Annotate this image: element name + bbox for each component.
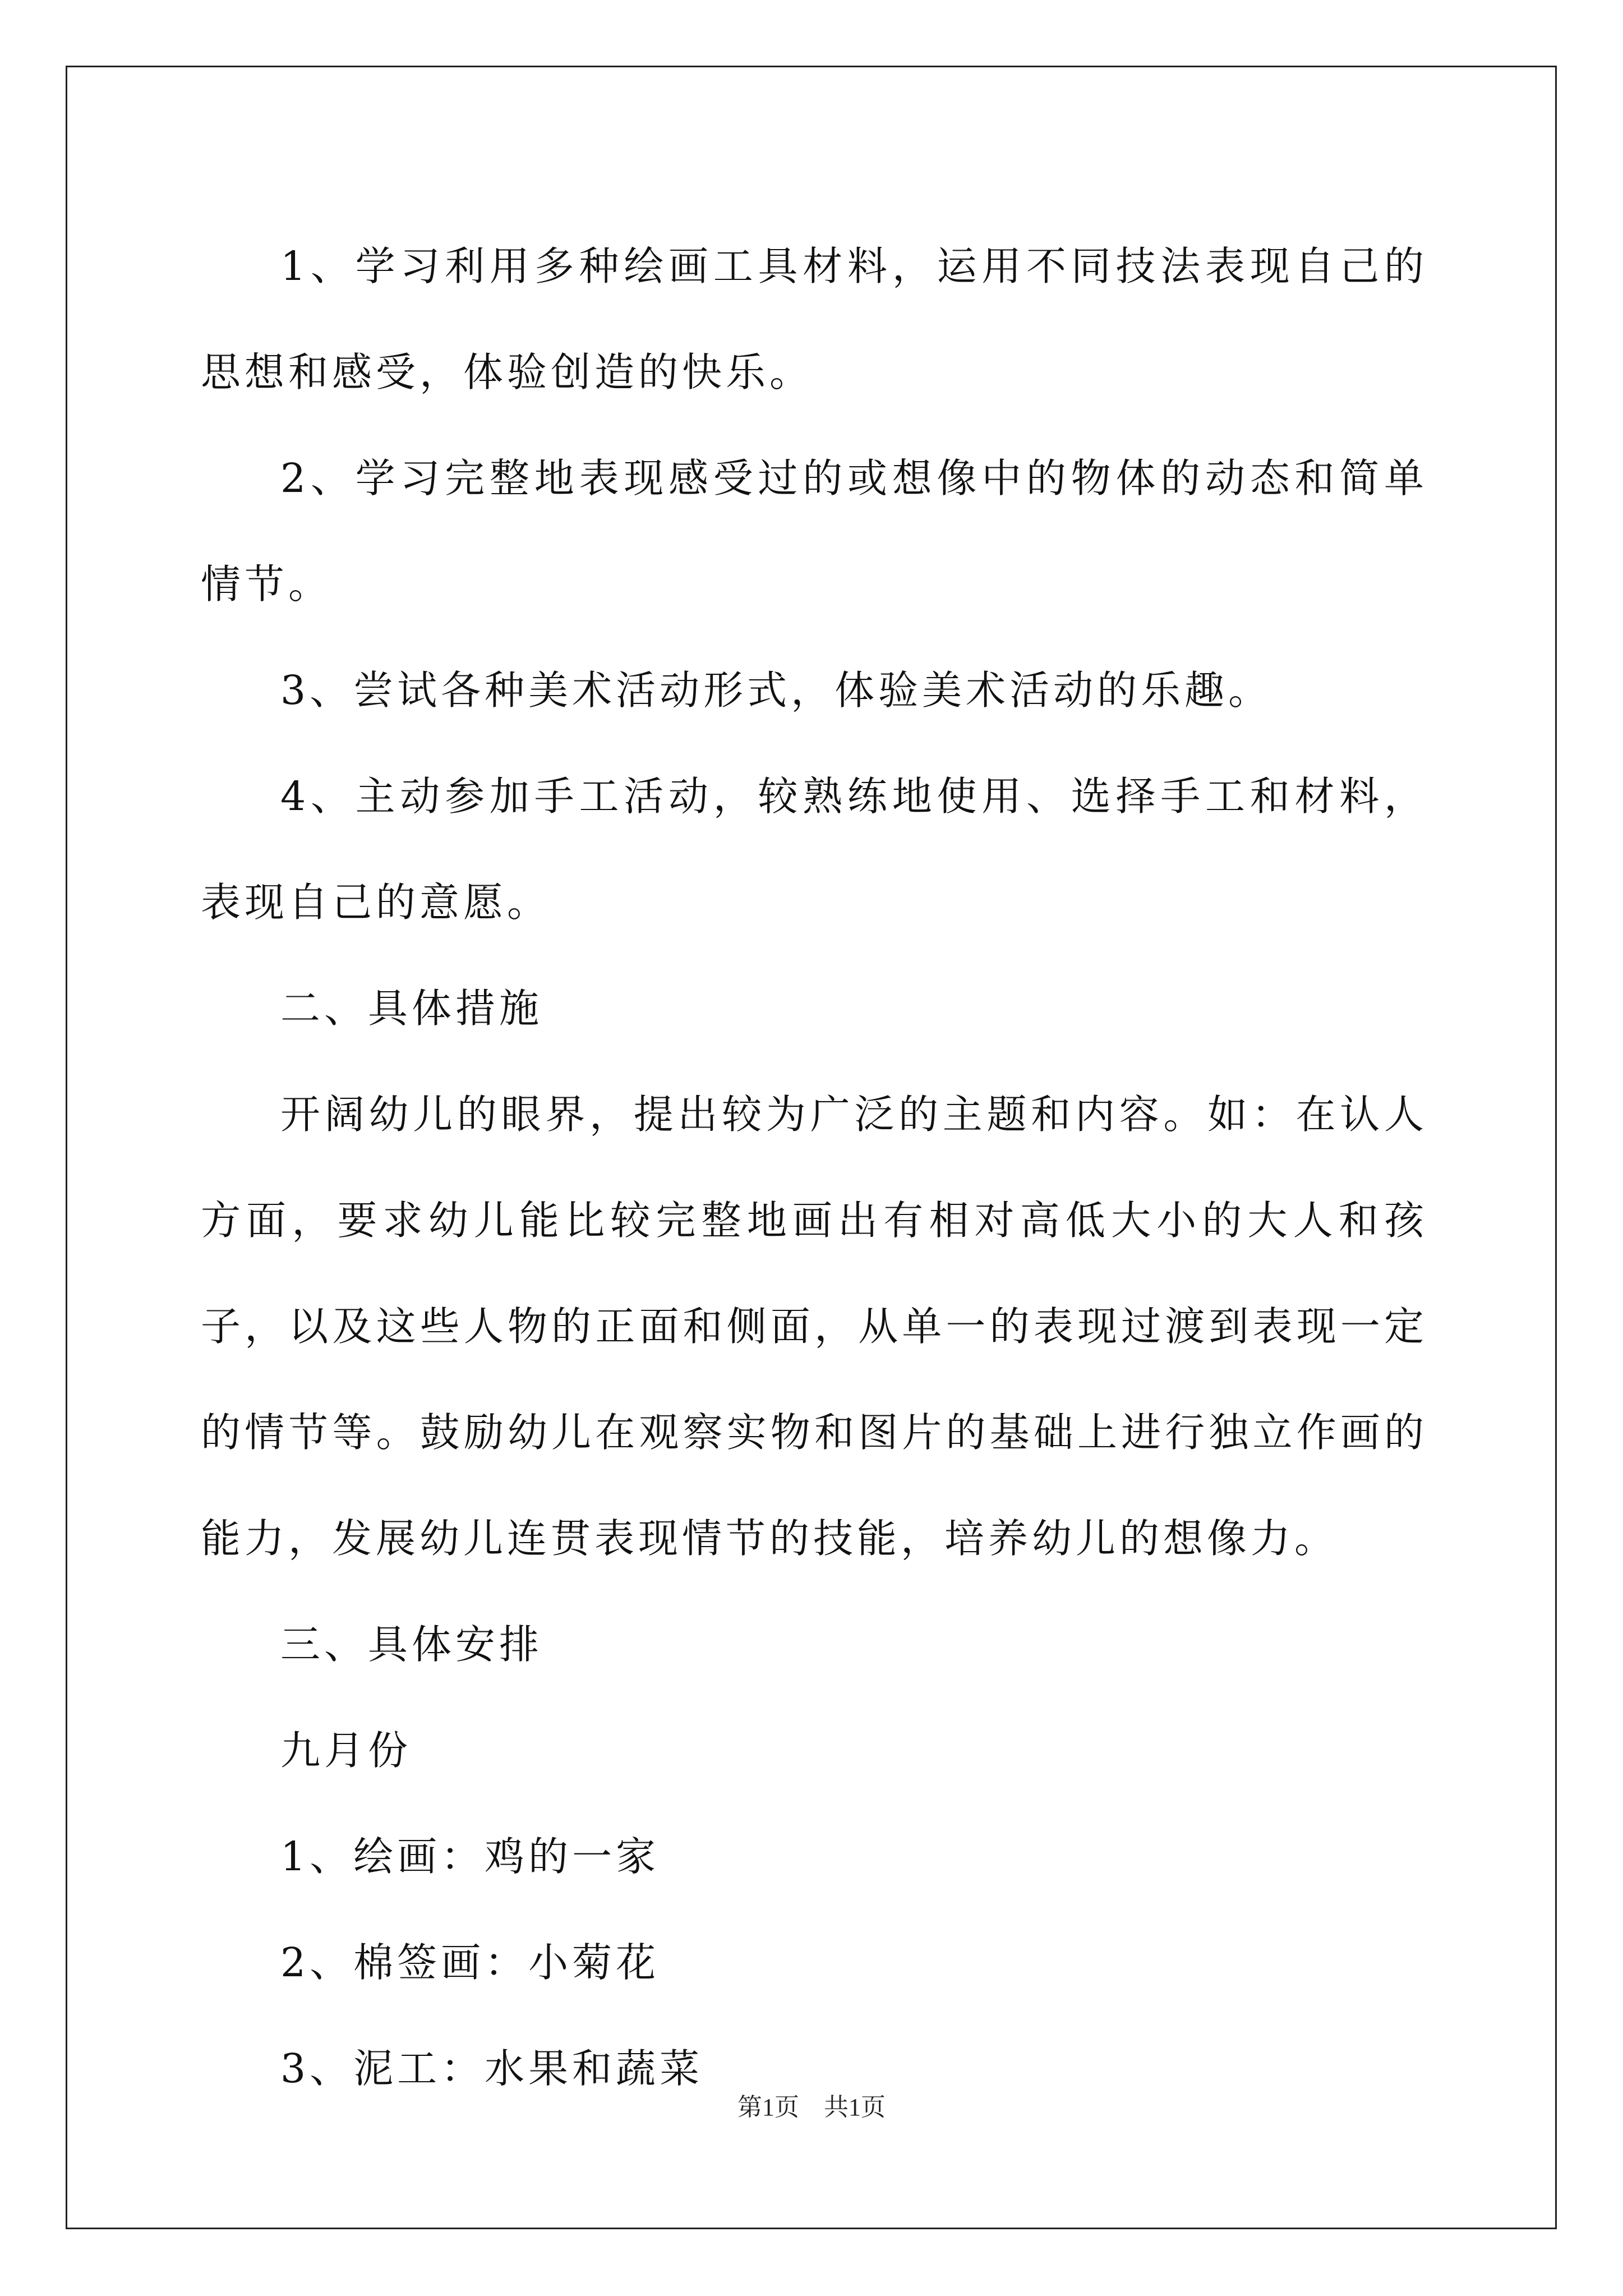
paragraph-measures: 开阔幼儿的眼界，提出较为广泛的主题和内容。如：在认人方面，要求幼儿能比较完整地画出有相对高低大小的大人和孩子，以及这些人物的正面和侧面，从单一的表现过渡到表现一定的情节等。鼓励幼儿在观察实物和图片的基础上进行独立作画的能力，发展幼儿连贯表现情节的技能，培养幼儿的想像力。: [201, 1091, 1428, 1562]
section-heading-measures: 二、具体措施: [280, 985, 543, 1032]
document-body: [201, 213, 1428, 2122]
page-footer: 第1页 共1页: [737, 2093, 886, 2121]
month-heading-september: 九月份: [280, 1727, 412, 1774]
paragraph-goal-1: 1、学习利用多种绘画工具材料，运用不同技法表现自己的思想和感受，体验创造的快乐。: [201, 243, 1428, 395]
paragraph-goal-4: 4、主动参加手工活动，较熟练地使用、选择手工和材料，表现自己的意愿。: [201, 773, 1428, 926]
section-heading-schedule: 三、具体安排: [280, 1621, 543, 1668]
paragraph-goal-3: 3、尝试各种美术活动形式，体验美术活动的乐趣。: [280, 667, 1272, 714]
schedule-item-2: 2、棉签画：小菊花: [280, 1939, 660, 1986]
paragraph-goal-2: 2、学习完整地表现感受过的或想像中的物体的动态和简单情节。: [201, 455, 1428, 608]
schedule-item-3: 3、泥工：水果和蔬菜: [280, 2045, 704, 2092]
schedule-item-1: 1、绘画：鸡的一家: [280, 1833, 660, 1880]
